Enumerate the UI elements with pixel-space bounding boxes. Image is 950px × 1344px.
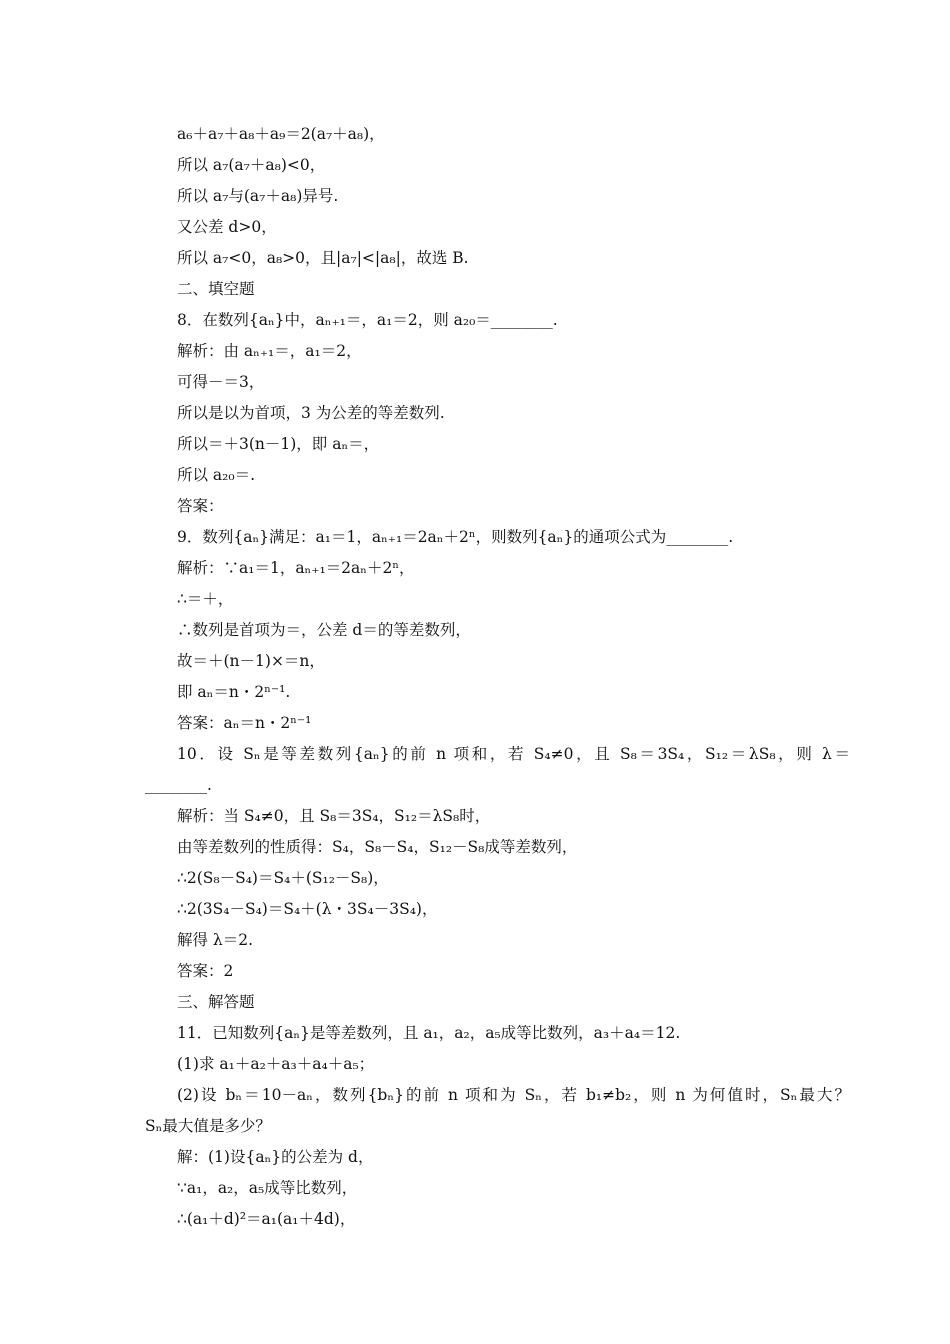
text-line: ∴＝＋， <box>177 590 234 608</box>
text-line: 又公差 d>0， <box>177 218 277 236</box>
text-line: 答案：aₙ＝n・2ⁿ⁻¹ <box>177 714 312 732</box>
text-line: 解得 λ＝2. <box>177 931 254 949</box>
text-line: 可得－＝3， <box>177 373 265 391</box>
text-line: 10．设 Sₙ是等差数列{aₙ}的前 n 项和，若 S₄≠0，且 S₈＝3S₄，S₁₂＝λS₈，则 λ＝ <box>177 745 850 763</box>
text-line: (2)设 bₙ＝10－aₙ，数列{bₙ}的前 n 项和为 Sₙ，若 b₁≠b₂，则 n 为何值时，Sₙ最大？ <box>177 1086 850 1104</box>
text-line: 答案：2 <box>177 962 234 980</box>
text-line: ∵a₁，a₂，a₅成等比数列， <box>177 1179 358 1197</box>
text-line: 即 aₙ＝n・2ⁿ⁻¹. <box>177 683 291 701</box>
text-line: ∴2(3S₄－S₄)＝S₄＋(λ・3S₄－3S₄)， <box>177 900 438 918</box>
text-line: 所以是以为首项，3 为公差的等差数列. <box>177 404 445 422</box>
text-line: Sₙ最大值是多少？ <box>145 1117 271 1135</box>
text-line: ∴数列是首项为＝，公差 d＝的等差数列， <box>177 621 471 639</box>
text-line: ________. <box>145 776 212 794</box>
text-line: 所以 a₇<0，a₈>0，且|a₇|<|a₈|，故选 B. <box>177 249 469 267</box>
text-line: 解析：由 aₙ₊₁＝，a₁＝2， <box>177 342 362 360</box>
text-line: 由等差数列的性质得：S₄，S₈－S₄，S₁₂－S₈成等差数列， <box>177 838 578 856</box>
text-line: ∴2(S₈－S₄)＝S₄＋(S₁₂－S₈)， <box>177 869 389 887</box>
text-line: 9．数列{aₙ}满足：a₁＝1，aₙ₊₁＝2aₙ＋2ⁿ，则数列{aₙ}的通项公式为________. <box>177 528 734 546</box>
text-line: 所以 a₇(a₇＋a₈)<0， <box>177 156 326 174</box>
text-line: 解：(1)设{aₙ}的公差为 d， <box>177 1148 374 1166</box>
text-line: 二、填空题 <box>177 280 255 298</box>
text-line: (1)求 a₁＋a₂＋a₃＋a₄＋a₅； <box>177 1055 375 1073</box>
text-line: 答案： <box>177 497 224 515</box>
text-line: 三、解答题 <box>177 993 255 1011</box>
text-line: 故＝＋(n－1)×＝n， <box>177 652 325 670</box>
text-line: 解析：当 S₄≠0，且 S₈＝3S₄，S₁₂＝λS₈时， <box>177 807 491 825</box>
text-line: a₆＋a₇＋a₈＋a₉＝2(a₇＋a₈)， <box>177 125 385 143</box>
text-line: ∴(a₁＋d)²＝a₁(a₁＋4d)， <box>177 1210 356 1228</box>
text-line: 所以 a₇与(a₇＋a₈)异号. <box>177 187 339 205</box>
text-line: 11．已知数列{aₙ}是等差数列，且 a₁，a₂，a₅成等比数列，a₃＋a₄＝12. <box>177 1024 681 1042</box>
text-line: 所以＝＋3(n－1)，即 aₙ＝， <box>177 435 380 453</box>
text-line: 解析：∵a₁＝1，aₙ₊₁＝2aₙ＋2ⁿ， <box>177 559 415 577</box>
text-line: 8．在数列{aₙ}中，aₙ₊₁＝，a₁＝2，则 a₂₀＝________. <box>177 311 558 329</box>
text-line: 所以 a₂₀＝. <box>177 466 256 484</box>
